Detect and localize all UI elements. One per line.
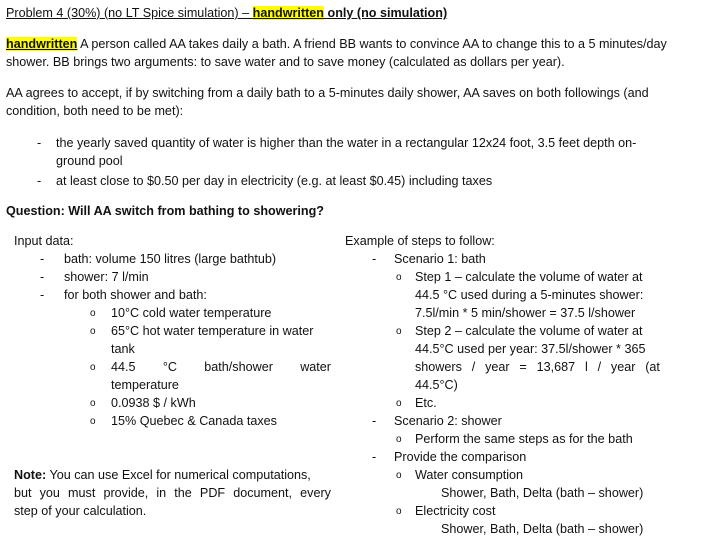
condition-2-bullet: - <box>37 174 42 188</box>
water-consumption: Water consumption <box>415 468 524 482</box>
note-word: document, <box>233 486 293 500</box>
taxes-bullet: o <box>90 416 96 427</box>
question: Question: Will AA switch from bathing to showering? <box>6 204 324 218</box>
agree-line-1: AA agrees to accept, if by switching from a daily bath to a 5-minutes daily shower, AA saves on both followings (and <box>6 86 649 100</box>
input-cold: 10°C cold water temperature <box>111 306 272 320</box>
step-2-word: 13,687 <box>536 360 576 374</box>
note-line-1 <box>14 468 311 482</box>
condition-1-bullet: - <box>37 136 42 150</box>
input-temp-line-1 <box>111 360 331 374</box>
condition-1-line-1: the yearly saved quantity of water is higher than the water in a rectangular 12x24 foot, 3.5 feet depth on- <box>56 136 637 150</box>
note-word: the <box>174 486 192 500</box>
hot-bullet: o <box>90 326 96 337</box>
step-2-word: / <box>597 360 602 374</box>
temp-word: bath/shower <box>204 360 273 374</box>
note-word: must <box>68 486 96 500</box>
step-1-bullet: o <box>396 272 402 283</box>
comparison: Provide the comparison <box>394 450 527 464</box>
input-hot-line-1: 65°C hot water temperature in water <box>111 324 314 338</box>
step-2-line-4: 44.5°C) <box>415 378 458 392</box>
note-word: PDF <box>199 486 226 500</box>
electricity-detail: Shower, Bath, Delta (bath – shower) <box>441 522 644 536</box>
bath-bullet: - <box>40 252 45 266</box>
intro-line-2: shower. BB brings two arguments: to save water and to save money (calculated as dollars per year). <box>6 55 565 69</box>
shower-bullet: - <box>40 270 45 284</box>
input-shower: shower: 7 l/min <box>64 270 149 284</box>
scenario-2-bullet: - <box>372 414 377 428</box>
comparison-bullet: - <box>372 450 377 464</box>
electricity-bullet: o <box>396 506 402 517</box>
note-label: Note: <box>14 468 47 482</box>
condition-1-line-2: ground pool <box>56 154 123 168</box>
step-1-line-1: Step 1 – calculate the volume of water at <box>415 270 643 284</box>
intro-text-1: A person called AA takes daily a bath. A friend BB wants to convince AA to change this to a 5 minutes/day <box>77 37 667 51</box>
step-2-word: (at <box>645 360 660 374</box>
scenario-2: Scenario 2: shower <box>394 414 502 428</box>
scenario-1-bullet: - <box>372 252 377 266</box>
step-1-line-2: 44.5 °C used during a 5-minutes shower: <box>415 288 644 302</box>
note-text-1: You can use Excel for numerical computations, <box>46 468 311 482</box>
price-bullet: o <box>90 398 96 409</box>
step-2-bullet: o <box>396 326 402 337</box>
title-suffix: only (no simulation) <box>324 6 448 20</box>
input-both: for both shower and bath: <box>64 288 207 302</box>
note-word: you <box>39 486 60 500</box>
same-steps: Perform the same steps as for the bath <box>415 432 633 446</box>
intro-line-1 <box>6 37 667 51</box>
temp-word: 44.5 <box>111 360 136 374</box>
electricity-cost: Electricity cost <box>415 504 496 518</box>
input-hot-line-2: tank <box>111 342 135 356</box>
note-word: provide, <box>103 486 149 500</box>
step-2-word: / <box>471 360 476 374</box>
agree-line-2: condition, both need to be met): <box>6 104 184 118</box>
input-taxes: 15% Quebec & Canada taxes <box>111 414 277 428</box>
water-detail: Shower, Bath, Delta (bath – shower) <box>441 486 644 500</box>
step-2-line-2: 44.5°C used per year: 37.5l/shower * 365 <box>415 342 646 356</box>
step-2-word: year <box>610 360 636 374</box>
steps-heading: Example of steps to follow: <box>345 234 495 248</box>
temp-word: °C <box>162 360 177 374</box>
etc: Etc. <box>415 396 437 410</box>
same-steps-bullet: o <box>396 434 402 445</box>
note-word: every <box>300 486 331 500</box>
input-bath: bath: volume 150 litres (large bathtub) <box>64 252 277 266</box>
step-1-line-3: 7.5l/min * 5 min/shower = 37.5 l/shower <box>415 306 636 320</box>
title-highlight: handwritten <box>252 6 324 20</box>
step-2-word: l <box>584 360 588 374</box>
condition-2: at least close to $0.50 per day in electricity (e.g. at least $0.45) including taxes <box>56 174 493 188</box>
problem-title <box>6 6 447 20</box>
water-bullet: o <box>396 470 402 481</box>
input-price: 0.0938 $ / kWh <box>111 396 196 410</box>
note-line-3: step of your calculation. <box>14 504 147 518</box>
step-2-line-3 <box>415 360 660 374</box>
input-temp-line-2: temperature <box>111 378 179 392</box>
etc-bullet: o <box>396 398 402 409</box>
note-word: but <box>14 486 32 500</box>
step-2-word: = <box>519 360 527 374</box>
step-2-word: showers <box>415 360 462 374</box>
both-bullet: - <box>40 288 45 302</box>
note-line-2 <box>14 486 331 500</box>
scenario-1: Scenario 1: bath <box>394 252 486 266</box>
step-2-word: year <box>485 360 510 374</box>
temp-bullet: o <box>90 362 96 373</box>
title-prefix: Problem 4 (30%) (no LT Spice simulation) – <box>6 6 253 20</box>
handwritten-tag: handwritten <box>6 37 78 51</box>
note-word: in <box>156 486 167 500</box>
temp-word: water <box>300 360 331 374</box>
input-heading: Input data: <box>14 234 74 248</box>
cold-bullet: o <box>90 308 96 319</box>
step-2-line-1: Step 2 – calculate the volume of water at <box>415 324 643 338</box>
